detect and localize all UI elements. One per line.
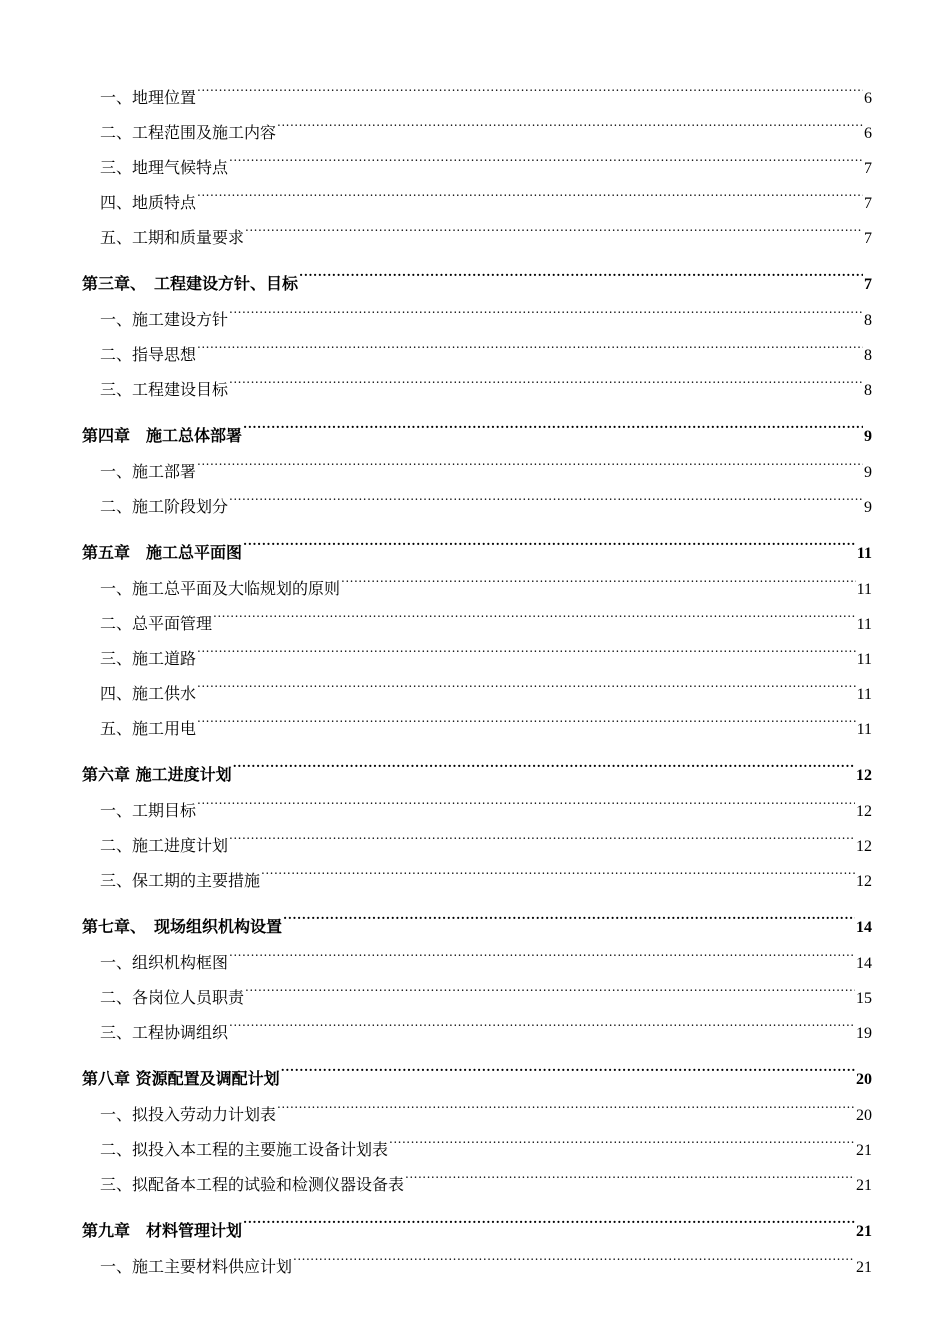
toc-page-number: 21 (856, 1177, 872, 1194)
dot-leader (197, 718, 856, 734)
toc-page-number: 20 (856, 1071, 872, 1088)
toc-section-entry[interactable] (82, 372, 872, 407)
toc-entry-title: 三、工程协调组织 (100, 1023, 229, 1042)
toc-page-number: 7 (864, 276, 872, 293)
dot-leader (197, 648, 856, 664)
dot-leader (277, 1104, 855, 1120)
toc-section-entry[interactable] (82, 641, 872, 676)
toc-chapter-entry[interactable] (82, 1060, 872, 1097)
dot-leader (389, 1139, 855, 1155)
toc-chapter-entry[interactable] (82, 1212, 872, 1249)
toc-entry-title: 第四章 施工总体部署 (82, 426, 243, 445)
dot-leader (229, 157, 863, 173)
dot-leader (341, 578, 856, 594)
toc-page-number: 12 (856, 767, 872, 784)
toc-section-entry[interactable] (82, 185, 872, 220)
dot-leader (243, 425, 863, 441)
toc-page-number: 9 (864, 428, 872, 445)
toc-section-entry[interactable] (82, 220, 872, 255)
toc-entry-title: 三、保工期的主要措施 (100, 871, 261, 890)
dot-leader (281, 1068, 855, 1084)
toc-entry-title: 第三章、 工程建设方针、目标 (82, 274, 299, 293)
dot-leader (245, 227, 863, 243)
dot-leader (197, 344, 863, 360)
toc-section-entry[interactable] (82, 606, 872, 641)
toc-page-number: 19 (856, 1025, 872, 1042)
toc-page-number: 8 (864, 382, 872, 399)
toc-section-entry[interactable] (82, 115, 872, 150)
toc-section-entry[interactable] (82, 863, 872, 898)
dot-leader (245, 987, 855, 1003)
dot-leader (283, 916, 855, 932)
dot-leader (197, 461, 863, 477)
dot-leader (197, 192, 863, 208)
toc-page-number: 14 (856, 955, 872, 972)
toc-section-entry[interactable] (82, 1097, 872, 1132)
toc-page-number: 11 (856, 581, 872, 598)
toc-section-entry[interactable] (82, 571, 872, 606)
dot-leader (299, 273, 863, 289)
toc-section-entry[interactable] (82, 1167, 872, 1202)
toc-page-number: 12 (856, 873, 872, 890)
toc-page-number: 8 (864, 347, 872, 364)
toc-chapter-entry[interactable] (82, 417, 872, 454)
toc-entry-title: 二、指导思想 (100, 345, 197, 364)
toc-section-entry[interactable] (82, 1015, 872, 1050)
toc-page-number: 7 (864, 230, 872, 247)
toc-page-number: 20 (856, 1107, 872, 1124)
table-of-contents (82, 80, 872, 1284)
dot-leader (229, 835, 855, 851)
dot-leader (213, 613, 856, 629)
toc-entry-title: 第五章 施工总平面图 (82, 543, 243, 562)
dot-leader (293, 1256, 855, 1272)
dot-leader (243, 1220, 855, 1236)
toc-page-number: 11 (856, 616, 872, 633)
dot-leader (197, 87, 863, 103)
toc-entry-title: 一、施工建设方针 (100, 310, 229, 329)
toc-section-entry[interactable] (82, 302, 872, 337)
toc-entry-title: 二、施工阶段划分 (100, 497, 229, 516)
toc-section-entry[interactable] (82, 80, 872, 115)
toc-entry-title: 五、施工用电 (100, 719, 197, 738)
toc-section-entry[interactable] (82, 711, 872, 746)
toc-entry-title: 三、施工道路 (100, 649, 197, 668)
toc-entry-title: 二、各岗位人员职责 (100, 988, 245, 1007)
toc-section-entry[interactable] (82, 454, 872, 489)
toc-section-entry[interactable] (82, 676, 872, 711)
dot-leader (197, 683, 856, 699)
dot-leader (229, 496, 863, 512)
dot-leader (243, 542, 856, 558)
toc-page-number: 6 (864, 90, 872, 107)
toc-page-number: 21 (856, 1259, 872, 1276)
toc-entry-title: 二、总平面管理 (100, 614, 213, 633)
toc-chapter-entry[interactable] (82, 756, 872, 793)
toc-entry-title: 一、地理位置 (100, 88, 197, 107)
toc-entry-title: 三、工程建设目标 (100, 380, 229, 399)
toc-entry-title: 第六章 施工进度计划 (82, 765, 232, 784)
toc-entry-title: 二、施工进度计划 (100, 836, 229, 855)
toc-section-entry[interactable] (82, 828, 872, 863)
toc-section-entry[interactable] (82, 980, 872, 1015)
toc-page-number: 9 (864, 464, 872, 481)
toc-page-number: 12 (856, 838, 872, 855)
dot-leader (277, 122, 863, 138)
toc-entry-title: 四、施工供水 (100, 684, 197, 703)
dot-leader (405, 1174, 855, 1190)
toc-page-number: 11 (856, 545, 872, 562)
toc-page-number: 15 (856, 990, 872, 1007)
toc-section-entry[interactable] (82, 1249, 872, 1284)
toc-entry-title: 三、拟配备本工程的试验和检测仪器设备表 (100, 1175, 405, 1194)
toc-page-number: 14 (856, 919, 872, 936)
toc-page-number: 11 (856, 651, 872, 668)
toc-section-entry[interactable] (82, 337, 872, 372)
toc-page-number: 9 (864, 499, 872, 516)
toc-entry-title: 第九章 材料管理计划 (82, 1221, 243, 1240)
dot-leader (233, 764, 855, 780)
toc-page-number: 11 (856, 721, 872, 738)
toc-page-number: 6 (864, 125, 872, 142)
dot-leader (229, 1022, 855, 1038)
toc-chapter-entry[interactable] (82, 265, 872, 302)
toc-entry-title: 第七章、 现场组织机构设置 (82, 917, 283, 936)
toc-page-number: 8 (864, 312, 872, 329)
dot-leader (229, 309, 863, 325)
toc-entry-title: 五、工期和质量要求 (100, 228, 245, 247)
toc-entry-title: 二、拟投入本工程的主要施工设备计划表 (100, 1140, 389, 1159)
toc-page-number: 21 (856, 1142, 872, 1159)
toc-page-number: 7 (864, 195, 872, 212)
dot-leader (197, 800, 855, 816)
dot-leader (229, 952, 855, 968)
toc-section-entry[interactable] (82, 945, 872, 980)
toc-section-entry[interactable] (82, 1132, 872, 1167)
toc-entry-title: 一、组织机构框图 (100, 953, 229, 972)
toc-section-entry[interactable] (82, 793, 872, 828)
dot-leader (261, 870, 855, 886)
toc-page-number: 12 (856, 803, 872, 820)
dot-leader (229, 379, 863, 395)
toc-page-number: 21 (856, 1223, 872, 1240)
toc-page-number: 11 (856, 686, 872, 703)
toc-entry-title: 一、施工总平面及大临规划的原则 (100, 579, 341, 598)
toc-entry-title: 一、拟投入劳动力计划表 (100, 1105, 277, 1124)
toc-entry-title: 二、工程范围及施工内容 (100, 123, 277, 142)
toc-chapter-entry[interactable] (82, 534, 872, 571)
toc-section-entry[interactable] (82, 150, 872, 185)
toc-chapter-entry[interactable] (82, 908, 872, 945)
toc-entry-title: 三、地理气候特点 (100, 158, 229, 177)
toc-entry-title: 四、地质特点 (100, 193, 197, 212)
toc-entry-title: 第八章 资源配置及调配计划 (82, 1069, 280, 1088)
toc-entry-title: 一、工期目标 (100, 801, 197, 820)
toc-page-number: 7 (864, 160, 872, 177)
toc-entry-title: 一、施工主要材料供应计划 (100, 1257, 293, 1276)
toc-entry-title: 一、施工部署 (100, 462, 197, 481)
toc-section-entry[interactable] (82, 489, 872, 524)
